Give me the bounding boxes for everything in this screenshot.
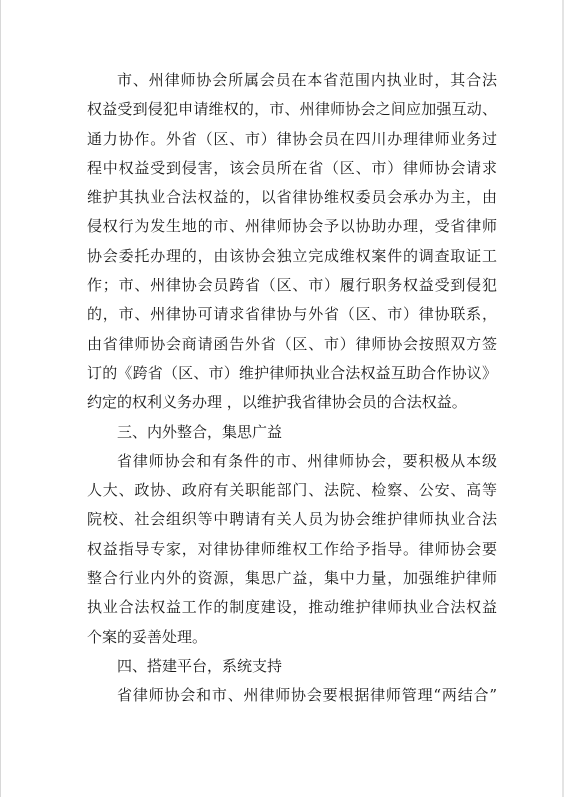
paragraph-platform bbox=[87, 681, 497, 710]
text-line: 权益指导专家，对律协律师维权工作给予指导。律师协会要 bbox=[87, 539, 497, 558]
text-line-last: 个案的妥善处理。 bbox=[87, 627, 208, 646]
text-line: 院校、社会组织等中聘请有关人员为协会维护律师执业合法 bbox=[87, 510, 497, 529]
text-line: 由省律师协会商请函告外省（区、市）律师协会按照双方签 bbox=[87, 334, 497, 353]
text-line: 的，市、州律协可请求省律协与外省（区、市）律协联系， bbox=[87, 305, 497, 324]
text-line: 协会委托办理的，由该协会独立完成维权案件的调查取证工 bbox=[87, 246, 497, 265]
text-line: 权益受到侵犯申请维权的，市、州律师协会之间应加强互动、 bbox=[87, 100, 497, 119]
text-line: 市、州律师协会所属会员在本省范围内执业时，其合法 bbox=[117, 71, 497, 89]
text-line: 人大、政协、政府有关职能部门、法院、检察、公安、高等 bbox=[87, 481, 497, 500]
text-line: 通力协作。外省（区、市）律协会员在四川办理律师业务过 bbox=[87, 129, 497, 148]
text-line: 省律师协会和市、州律师协会要根据律师管理“两结合” bbox=[117, 686, 497, 705]
text-line: 程中权益受到侵害，该会员所在省（区、市）律师协会请求 bbox=[87, 158, 497, 177]
text-line: 作；市、州律协会员跨省（区、市）履行职务权益受到侵犯 bbox=[87, 276, 497, 295]
text-line: 订的《跨省（区、市）维护律师执业合法权益互助合作协议》 bbox=[87, 363, 497, 382]
section-heading-3: 三、内外整合，集思广益 bbox=[117, 422, 283, 441]
text-line: 执业合法权益工作的制度建设，推动维护律师执业合法权益 bbox=[87, 598, 497, 617]
document-body bbox=[87, 66, 497, 711]
section-heading-4: 四、搭建平台，系统支持 bbox=[117, 656, 283, 675]
text-line-last: 约定的权利义务办理 ，以维护我省律协会员的合法权益。 bbox=[87, 393, 467, 412]
text-line: 省律师协会和有条件的市、州律师协会，要积极从本级 bbox=[117, 451, 497, 470]
page-left-border bbox=[0, 0, 1, 797]
paragraph-integration bbox=[87, 447, 497, 652]
text-line: 侵权行为发生地的市、州律师协会予以协助办理，受省律师 bbox=[87, 217, 497, 236]
paragraph-cross-region-rights bbox=[87, 66, 497, 418]
text-line: 维护其执业合法权益的，以省律协维权委员会承办为主，由 bbox=[87, 188, 497, 207]
text-line: 整合行业内外的资源，集思广益，集中力量，加强维护律师 bbox=[87, 569, 497, 588]
